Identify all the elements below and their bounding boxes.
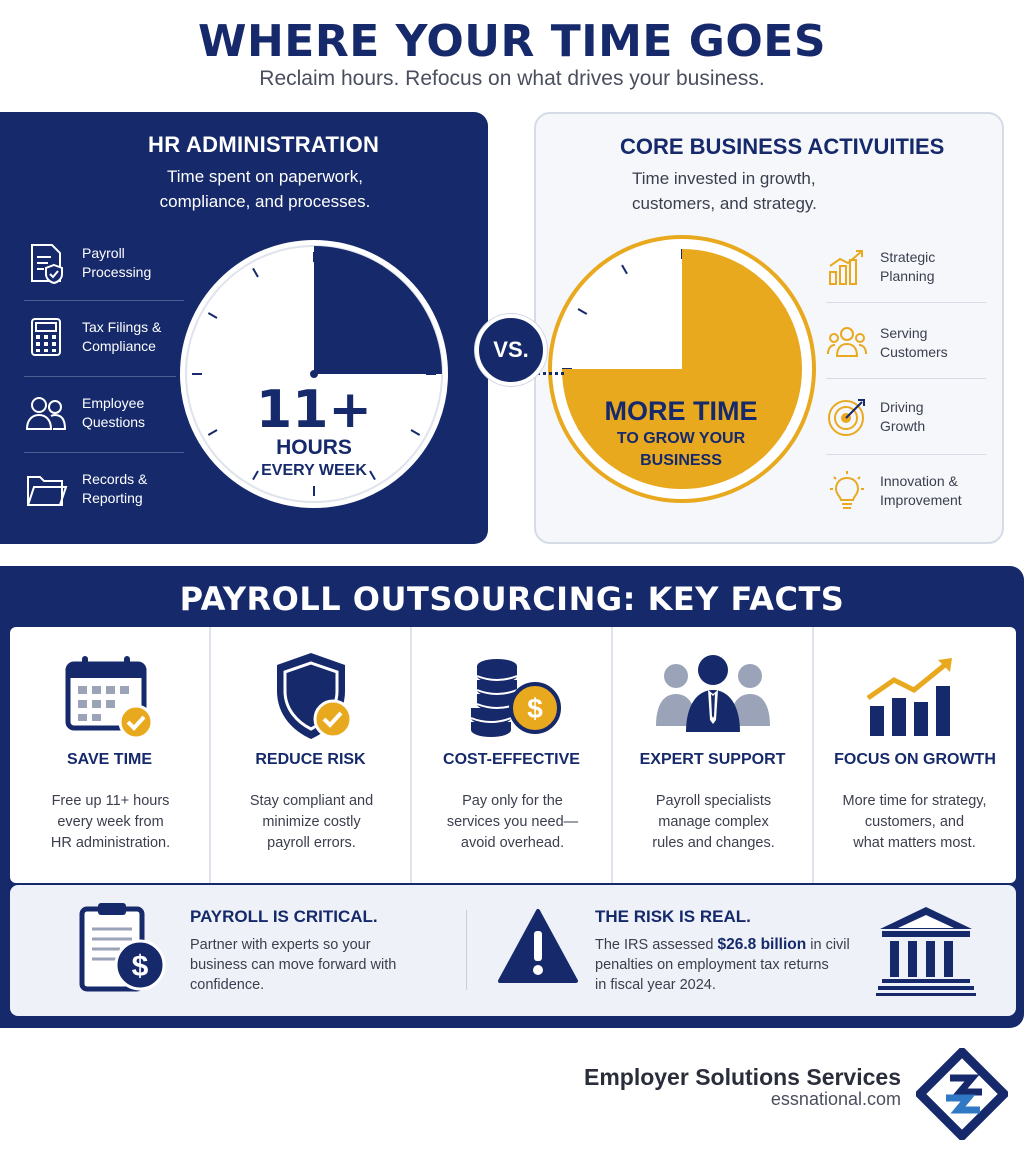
core-item-label: Innovation & <box>880 473 958 489</box>
hr-clock-every-week: EVERY WEEK <box>261 462 367 479</box>
chart-growth-icon <box>826 246 868 288</box>
core-item-label: Planning <box>880 268 935 284</box>
fact-card-title: REDUCE RISK <box>255 751 366 768</box>
core-desc-line1: Time invested in growth, <box>632 169 816 188</box>
customers-icon <box>826 322 868 364</box>
hr-clock-hours: HOURS <box>276 436 352 459</box>
fact-card-title: FOCUS ON GROWTH <box>834 751 996 768</box>
clock-fill-wedge <box>314 246 442 374</box>
core-item-strategic <box>826 236 986 298</box>
hr-item-label: Employee <box>82 395 145 411</box>
core-item-growth <box>826 386 986 448</box>
page-title: WHERE YOUR TIME GOES <box>197 16 827 67</box>
core-item-label: Improvement <box>880 492 962 508</box>
penalty-amount: $26.8 billion <box>717 936 807 953</box>
fact-card-desc: Free up 11+ hours every week from HR administration. <box>50 793 171 851</box>
hr-item-payroll <box>24 232 184 294</box>
divider <box>826 302 986 303</box>
svg-text:$: $ <box>526 693 543 724</box>
fact-cards <box>10 627 1016 883</box>
fact-card-reduce-risk <box>211 627 412 883</box>
people-icon <box>24 391 68 435</box>
fact-card-desc: More time for strategy, customers, and what matters most. <box>842 793 987 851</box>
core-item-label: Growth <box>880 418 926 434</box>
svg-text:$: $ <box>131 950 149 983</box>
hr-item-label: Records & <box>82 471 148 487</box>
risk-real-desc: The IRS assessed $26.8 billion in civil penalties on employment tax returns in fiscal year 2024. <box>595 936 850 993</box>
divider <box>24 300 184 301</box>
team-icon <box>648 652 778 742</box>
calculator-icon <box>24 315 68 359</box>
hr-clock-value: 11+ <box>256 380 372 440</box>
hr-item-label: Payroll <box>82 245 125 261</box>
hr-item-label: Processing <box>82 264 152 280</box>
shield-check-icon <box>261 649 361 745</box>
payroll-critical-title: PAYROLL IS CRITICAL. <box>190 907 378 926</box>
fact-card-title: EXPERT SUPPORT <box>639 751 786 768</box>
fact-card-focus-growth <box>814 627 1016 883</box>
warning-icon <box>496 907 580 985</box>
hr-item-label: Compliance <box>82 338 156 354</box>
government-building-icon <box>876 903 976 997</box>
core-item-label: Strategic <box>880 249 936 265</box>
hr-desc-line2: compliance, and processes. <box>159 192 371 211</box>
lightbulb-icon <box>826 470 868 512</box>
hr-item-records <box>24 458 184 520</box>
core-item-label: Customers <box>880 344 948 360</box>
page-subtitle: Reclaim hours. Refocus on what drives your business. <box>259 67 765 90</box>
payroll-critical-desc: Partner with experts so your business can move forward with confidence. <box>190 937 397 993</box>
brand-name: Employer Solutions Services <box>583 1064 901 1090</box>
hr-panel-description <box>150 164 380 214</box>
hr-item-label: Reporting <box>82 490 143 506</box>
core-clock-more-time: MORE TIME <box>604 396 758 426</box>
hr-item-tax <box>24 306 184 368</box>
document-shield-icon <box>24 241 68 285</box>
bar-chart-arrow-icon <box>860 652 970 742</box>
key-facts-title: PAYROLL OUTSOURCING: KEY FACTS <box>179 580 845 618</box>
target-icon <box>826 396 868 438</box>
fact-card-desc: Stay compliant and minimize costly payroll errors. <box>249 793 374 851</box>
folder-icon <box>24 467 68 511</box>
divider <box>826 378 986 379</box>
divider <box>24 452 184 453</box>
fact-card-desc: Payroll specialists manage complex rules and changes. <box>652 793 775 851</box>
vs-badge: VS. <box>475 314 547 386</box>
coins-icon <box>457 652 567 742</box>
core-clock-line2: TO GROW YOUR <box>616 430 746 447</box>
divider <box>24 376 184 377</box>
hr-panel-title: HR ADMINISTRATION <box>148 132 380 157</box>
fact-card-desc: Pay only for the services you need— avoid overhead. <box>446 793 579 851</box>
website-link[interactable]: essnational.com <box>770 1089 901 1109</box>
core-item-label: Driving <box>880 399 924 415</box>
fact-card-expert-support <box>613 627 814 883</box>
core-panel-description <box>632 166 852 216</box>
clipboard-dollar-icon <box>76 899 172 995</box>
ess-logo <box>916 1048 1008 1140</box>
fact-card-save-time <box>10 627 211 883</box>
core-desc-line2: customers, and strategy. <box>632 194 817 213</box>
core-item-innovation <box>826 460 986 522</box>
divider <box>826 454 986 455</box>
hr-item-employee <box>24 382 184 444</box>
fact-card-title: COST-EFFECTIVE <box>443 751 580 768</box>
core-item-label: Serving <box>880 325 928 341</box>
core-panel-title: CORE BUSINESS ACTIVUITIES <box>620 134 945 159</box>
core-item-customers <box>826 312 986 374</box>
hr-item-label: Questions <box>82 414 146 430</box>
hr-item-label: Tax Filings & <box>82 319 162 335</box>
fact-card-title: SAVE TIME <box>66 751 153 768</box>
risk-real-title: THE RISK IS REAL. <box>595 907 751 926</box>
core-clock-line3: BUSINESS <box>640 452 722 469</box>
divider <box>466 910 467 990</box>
bottom-facts-box <box>10 885 1016 1016</box>
hr-desc-line1: Time spent on paperwork, <box>167 167 363 186</box>
fact-card-cost-effective <box>412 627 613 883</box>
calendar-check-icon <box>60 652 160 742</box>
